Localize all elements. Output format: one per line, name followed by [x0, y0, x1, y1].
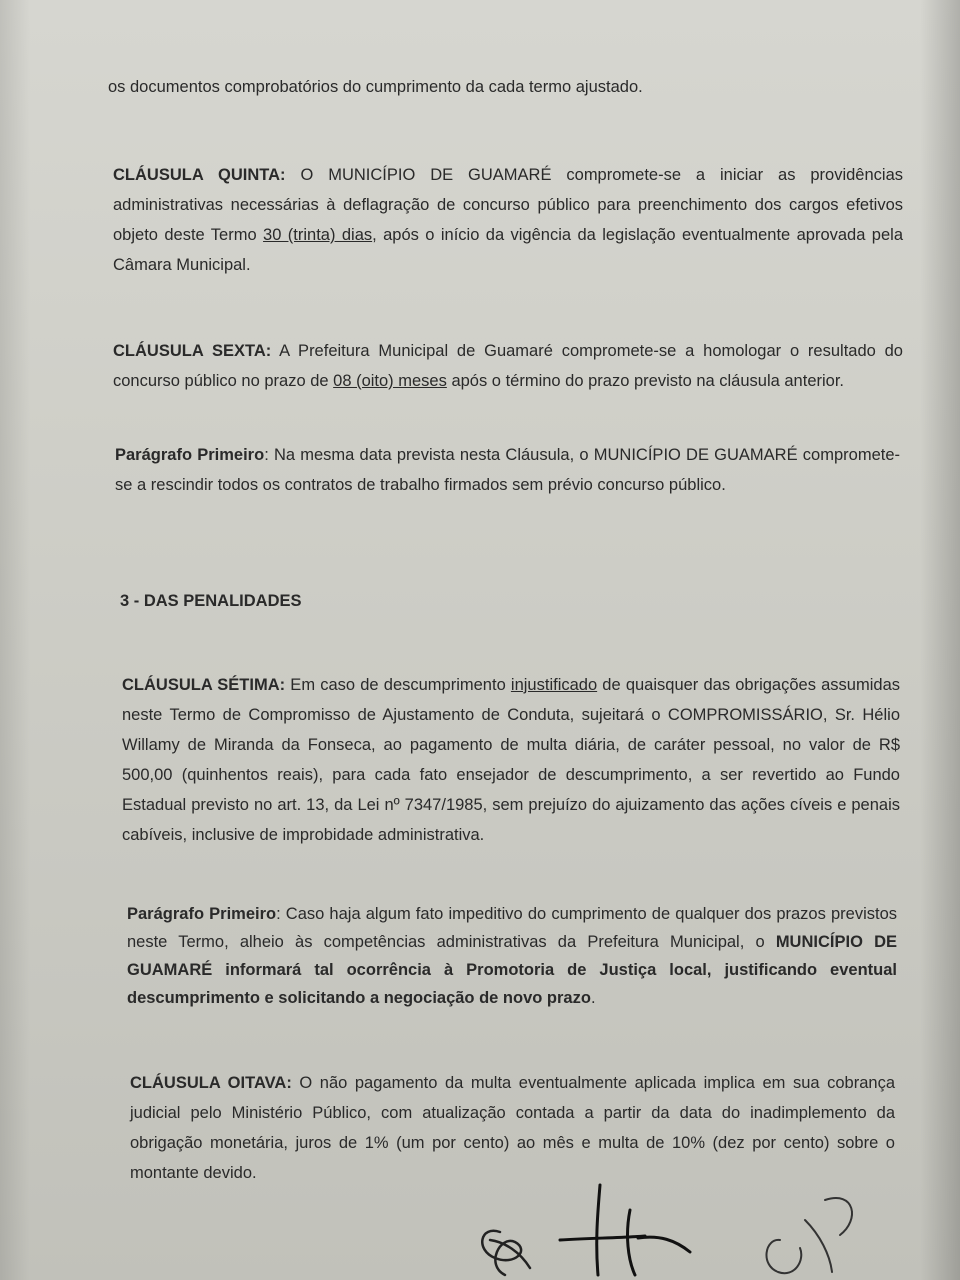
- intro-line: os documentos comprobatórios do cumprimento da cada termo ajustado.: [108, 78, 643, 96]
- paragrafo-primeiro-sexta: Parágrafo Primeiro: Na mesma data prevista nesta Cláusula, o MUNICÍPIO DE GUAMARÉ compromete-se a rescindir todos os contratos de trabalho firmados sem prévio concurso público.: [115, 446, 901, 494]
- prazo-08-meses: 08 (oito) meses: [333, 372, 447, 390]
- page-shadow-right: [920, 0, 960, 1280]
- signature-1: [482, 1231, 530, 1275]
- paragrafo-primeiro-setima: Parágrafo Primeiro: Caso haja algum fato impeditivo do cumprimento de qualquer dos prazos previstos neste Termo, alheio às competências administrativas da Prefeitura Municipal, o MUNICÍPIO DE GUAMARÉ informará tal ocorrência à Promotoria de Justiça local, justificando eventual descumprimento e solicitando a negociação de novo prazo.: [127, 905, 897, 1007]
- clausula-setima: CLÁUSULA SÉTIMA: Em caso de descumprimento injustificado de quaisquer das obrigações assumidas neste Termo de Compromisso de Ajustamento de Conduta, sujeitará o COMPROMISSÁRIO, Sr. Hélio Willamy de Miranda da Fonseca, ao pagamento de multa diária, de caráter pessoal, no valor de R$ 500,00 (quinhentos reais), para cada fato ensejador de descumprimento, a ser revertido ao Fundo Estadual previsto no art. 13, da Lei nº 7347/1985, sem prejuízo do ajuizamento das ações cíveis e penais cabíveis, inclusive de improbidade administrativa.: [122, 676, 900, 844]
- clausula-sexta: CLÁUSULA SEXTA: A Prefeitura Municipal de Guamaré compromete-se a homologar o resultado do concurso público no prazo de 08 (oito) meses após o término do prazo previsto na cláusula anterior.: [113, 342, 903, 390]
- paragrafo-primeiro-setima-heading: Parágrafo Primeiro: [127, 905, 277, 923]
- signatures: [460, 1180, 880, 1280]
- clausula-setima-heading: CLÁUSULA SÉTIMA:: [122, 676, 286, 694]
- prazo-30-dias: 30 (trinta) dias: [263, 226, 373, 244]
- injustificado-word: injustificado: [510, 676, 598, 694]
- paragrafo-primeiro-heading: Parágrafo Primeiro: [115, 446, 265, 464]
- page-shadow-left: [0, 0, 30, 1280]
- signature-2: [560, 1185, 690, 1275]
- clausula-quinta-heading: CLÁUSULA QUINTA:: [113, 166, 286, 184]
- section-title: 3 - DAS PENALIDADES: [120, 592, 302, 610]
- clausula-oitava: CLÁUSULA OITAVA: O não pagamento da multa eventualmente aplicada implica em sua cobrança judicial pelo Ministério Público, com atualização contada a partir da data do inadimplemento da obrigação monetária, juros de 1% (um por cento) ao mês e multa de 10% (dez por cento) sobre o montante devido.: [130, 1074, 895, 1182]
- clausula-sexta-heading: CLÁUSULA SEXTA:: [113, 342, 272, 360]
- municipio-informara-text: MUNICÍPIO DE GUAMARÉ informará tal ocorrência à Promotoria de Justiça local, justificando eventual descumprimento e solicitando a negociação de novo prazo: [127, 933, 897, 1007]
- clausula-oitava-heading: CLÁUSULA OITAVA:: [130, 1074, 292, 1092]
- clausula-quinta: CLÁUSULA QUINTA: O MUNICÍPIO DE GUAMARÉ compromete-se a iniciar as providências administrativas necessárias à deflagração de concurso público para preenchimento dos cargos efetivos objeto deste Termo 30 (trinta) dias, após o início da vigência da legislação eventualmente aprovada pela Câmara Municipal.: [113, 166, 903, 274]
- signature-3: [766, 1198, 852, 1273]
